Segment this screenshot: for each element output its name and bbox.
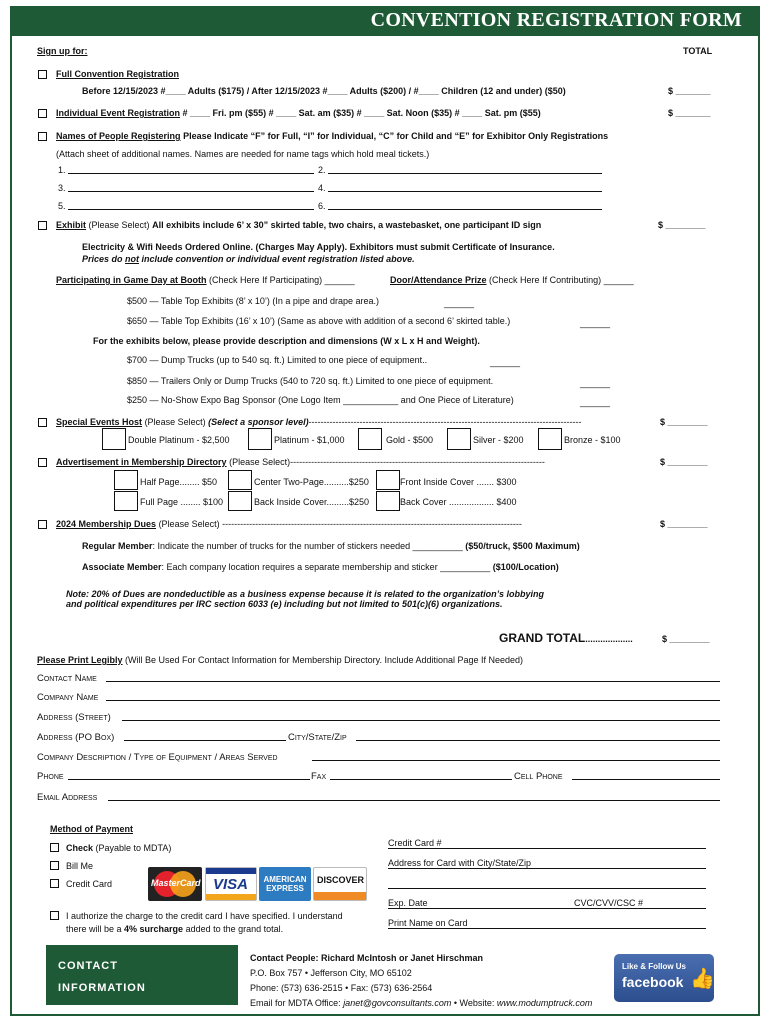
- advertisement-dashes: -------------------------------------------------------------------------------------: [290, 457, 545, 467]
- city-state-zip-field[interactable]: [356, 740, 720, 741]
- regular-member-label: Regular Member: [82, 541, 153, 551]
- game-day-check[interactable]: (Check Here If Participating) ______: [209, 275, 355, 285]
- mastercard-text: MasterCard: [151, 878, 201, 888]
- contact-box-line-2: INFORMATION: [58, 982, 146, 994]
- exhibit-option-700-blank[interactable]: ______: [490, 357, 521, 367]
- credit-card-checkbox[interactable]: [50, 879, 59, 888]
- print-name-field[interactable]: [388, 928, 706, 929]
- authorize-line-2: [66, 924, 283, 934]
- payment-title: Method of Payment: [50, 824, 134, 834]
- game-day-label: Participating in Game Day at Booth: [56, 275, 207, 285]
- individual-event-row: [56, 108, 541, 118]
- dues-checkbox[interactable]: [38, 520, 47, 529]
- exhibit-row: [56, 220, 541, 230]
- advertisement-total[interactable]: $ ________: [660, 457, 708, 467]
- individual-event-label: Individual Event Registration: [56, 108, 181, 118]
- exhibit-below-note: For the exhibits below, please provide description and dimensions (W x L x H and Weight).: [93, 336, 480, 346]
- dues-row: [56, 519, 522, 529]
- individual-event-checkbox[interactable]: [38, 109, 47, 118]
- special-events-sponsor: (Select a sponsor level): [208, 417, 309, 427]
- exhibit-total[interactable]: $ ________: [658, 220, 706, 230]
- sponsor-bronze-label: Bronze - $100: [564, 435, 621, 445]
- dues-total[interactable]: $ ________: [660, 519, 708, 529]
- name-num-4: 4.: [318, 183, 326, 193]
- exhibit-prices-note: [82, 254, 415, 264]
- full-convention-line: Before 12/15/2023 #____ Adults ($175) / After 12/15/2023 #____ Adults ($200) / #____ Children (12 and under) ($50): [82, 86, 566, 96]
- exhibit-option-500: $500 — Table Top Exhibits (8’ x 10’) (In a pipe and drape area.): [127, 296, 379, 306]
- grand-total-amount[interactable]: $ ________: [662, 634, 710, 644]
- phone-field[interactable]: [68, 779, 310, 780]
- signup-label: Sign up for:: [37, 46, 88, 56]
- dues-dashes: ----------------------------------------------------------------------------------------------------: [222, 519, 522, 529]
- exhibit-option-850: $850 — Trailers Only or Dump Trucks (540 to 720 sq. ft.) Limited to one piece of equipment.: [127, 376, 494, 386]
- ad-half-page-box[interactable]: [114, 470, 138, 490]
- cell-phone-field[interactable]: [572, 779, 720, 780]
- contact-web-pre: • Website:: [451, 998, 497, 1008]
- dues-note-line-1: Note: 20% of Dues are nondeductible as a business expense because it is related to the organization’s lobbying: [66, 589, 544, 599]
- ad-half-page-label: Half Page........ $50: [140, 477, 218, 487]
- visa-logo: [205, 867, 257, 901]
- name-line-3[interactable]: [68, 191, 314, 192]
- names-instruction: Please Indicate “F” for Full, “I” for Individual, “C” for Child and “E” for Exhibitor Only Registrations: [183, 131, 609, 141]
- authorize-line-1: I authorize the charge to the credit card I have specified. I understand: [66, 911, 343, 921]
- door-prize-label: Door/Attendance Prize: [390, 275, 487, 285]
- exhibit-option-250-blank[interactable]: ______: [580, 397, 611, 407]
- ad-back-inside-label: Back Inside Cover.........$250: [254, 497, 370, 507]
- cvc-label: CVC/CVV/CSC #: [574, 898, 644, 908]
- print-legibly-note: (Will Be Used For Contact Information for Membership Directory. Include Additional Page If Needed): [125, 655, 524, 665]
- address-po-label: Address (PO Box): [37, 732, 115, 743]
- associate-member-text[interactable]: : Each company location requires a separate membership and sticker __________: [161, 562, 491, 572]
- sponsor-platinum-label: Platinum - $1,000: [274, 435, 345, 445]
- city-state-zip-label: City/State/Zip: [288, 732, 347, 743]
- email-address-label: Email Address: [37, 792, 98, 803]
- discover-text: DISCOVER: [317, 875, 365, 885]
- name-line-6[interactable]: [328, 209, 602, 210]
- ad-back-cover-label: Back Cover .................. $400: [400, 497, 517, 507]
- special-events-select: (Please Select): [144, 417, 206, 427]
- authorize-checkbox[interactable]: [50, 911, 59, 920]
- regular-member-row: [82, 541, 580, 551]
- name-num-5: 5.: [58, 201, 66, 211]
- advertisement-label: Advertisement in Membership Directory: [56, 457, 227, 467]
- sponsor-platinum-box[interactable]: [248, 428, 272, 450]
- amex-logo: [259, 867, 311, 901]
- visa-text: VISA: [213, 876, 249, 893]
- authorize-pre: there will be a: [66, 924, 125, 934]
- print-legibly-row: [37, 655, 523, 665]
- sponsor-bronze-box[interactable]: [538, 428, 562, 450]
- contact-name-label: Contact Name: [37, 673, 97, 684]
- door-prize-check[interactable]: (Check Here If Contributing) ______: [489, 275, 634, 285]
- bill-me-checkbox[interactable]: [50, 861, 59, 870]
- exhibit-select-note: (Please Select): [88, 220, 150, 230]
- dues-select: (Please Select): [158, 519, 220, 529]
- name-num-6: 6.: [318, 201, 326, 211]
- fax-field[interactable]: [330, 779, 512, 780]
- grand-total-dots: ...................: [585, 634, 633, 644]
- special-events-total[interactable]: $ ________: [660, 417, 708, 427]
- cc-address-field-2[interactable]: [388, 888, 706, 889]
- sponsor-double-platinum-box[interactable]: [102, 428, 126, 450]
- contact-information-box: [46, 945, 238, 1005]
- print-name-label: Print Name on Card: [388, 918, 468, 928]
- dues-label: 2024 Membership Dues: [56, 519, 157, 529]
- mastercard-logo: [148, 867, 202, 901]
- prices-pre: Prices do: [82, 254, 126, 264]
- special-events-label: Special Events Host: [56, 417, 143, 427]
- ad-front-inside-label: Front Inside Cover ....... $300: [400, 477, 517, 487]
- exhibit-description: All exhibits include 6’ x 30” skirted table, two chairs, a wastebasket, one participant ID sign: [152, 220, 542, 230]
- name-line-5[interactable]: [68, 209, 314, 210]
- ad-center-box[interactable]: [228, 470, 252, 490]
- name-num-1: 1.: [58, 165, 66, 175]
- check-payment-checkbox[interactable]: [50, 843, 59, 852]
- associate-member-label: Associate Member: [82, 562, 162, 572]
- grand-total-label: [499, 631, 633, 645]
- game-day-row: [56, 275, 355, 285]
- thumbs-up-icon: 👍: [690, 968, 715, 990]
- special-events-row: [56, 417, 581, 427]
- prices-not: not: [125, 254, 140, 264]
- exhibit-checkbox[interactable]: [38, 221, 47, 230]
- regular-member-text[interactable]: : Indicate the number of trucks for the number of stickers needed __________: [152, 541, 463, 551]
- phone-label: Phone: [37, 771, 64, 782]
- company-name-field[interactable]: [106, 700, 720, 701]
- check-payment-note: (Payable to MDTA): [95, 843, 172, 853]
- exhibit-electricity-note: Electricity & Wifi Needs Ordered Online. (Charges May Apply). Exhibitors must submit Certificate of Insurance.: [82, 242, 555, 252]
- grand-total-text: GRAND TOTAL: [499, 631, 586, 645]
- company-description-field[interactable]: [312, 760, 720, 761]
- cc-number-field[interactable]: [388, 848, 706, 849]
- special-events-checkbox[interactable]: [38, 418, 47, 427]
- prices-post: include convention or individual event registration listed above.: [139, 254, 415, 264]
- check-payment-row: [66, 843, 171, 853]
- fax-label: Fax: [311, 771, 327, 782]
- company-name-label: Company Name: [37, 692, 99, 703]
- ad-full-page-label: Full Page ........ $100: [140, 497, 224, 507]
- contact-box-line-1: CONTACT: [58, 960, 118, 972]
- regular-member-price: ($50/truck, $500 Maximum): [465, 541, 580, 551]
- contact-po-box: P.O. Box 757 • Jefferson City, MO 65102: [250, 968, 412, 978]
- names-label: Names of People Registering: [56, 131, 181, 141]
- exhibit-label: Exhibit: [56, 220, 87, 230]
- ad-front-inside-box[interactable]: [376, 470, 400, 490]
- name-line-1[interactable]: [68, 173, 314, 174]
- name-num-2: 2.: [318, 165, 326, 175]
- contact-phone-fax: Phone: (573) 636-2515 • Fax: (573) 636-2564: [250, 983, 433, 993]
- advertisement-checkbox[interactable]: [38, 458, 47, 467]
- associate-member-price: ($100/Location): [492, 562, 559, 572]
- facebook-like-text: Like & Follow Us: [622, 962, 687, 971]
- discover-logo: [313, 867, 367, 901]
- dues-note-line-2: and political expenditures per IRC section 6033 (e) including but not limited to 501(c)(6) organizations.: [66, 599, 503, 609]
- full-convention-label: Full Convention Registration: [56, 69, 179, 79]
- name-num-3: 3.: [58, 183, 66, 193]
- authorize-surcharge: 4% surcharge: [124, 924, 184, 934]
- email-address-field[interactable]: [108, 800, 720, 801]
- exhibit-option-650: $650 — Table Top Exhibits (16’ x 10’) (Same as above with addition of a second 6’ skirted table.): [127, 316, 511, 326]
- contact-email-pre: Email for MDTA Office:: [250, 998, 344, 1008]
- ad-center-label: Center Two-Page..........$250: [254, 477, 369, 487]
- exhibit-option-700: $700 — Dump Trucks (up to 540 sq. ft.) Limited to one piece of equipment..: [127, 355, 428, 365]
- cc-address-field-1[interactable]: [388, 868, 706, 869]
- sponsor-double-platinum-label: Double Platinum - $2,500: [128, 435, 230, 445]
- name-line-2[interactable]: [328, 173, 602, 174]
- bill-me-label: Bill Me: [66, 861, 94, 871]
- names-note: (Attach sheet of additional names. Names are needed for name tags which hold meal tickets.): [56, 149, 430, 159]
- sponsor-gold-box[interactable]: [358, 428, 382, 450]
- contact-name-field[interactable]: [106, 681, 720, 682]
- individual-event-total[interactable]: $ _______: [668, 108, 711, 118]
- exhibit-option-850-blank[interactable]: ______: [580, 378, 611, 388]
- exp-cvc-field[interactable]: [388, 908, 706, 909]
- address-street-label: Address (Street): [37, 712, 111, 723]
- names-row: [56, 131, 608, 141]
- contact-website-link[interactable]: www.modumptruck.com: [496, 998, 593, 1008]
- full-convention-total[interactable]: $ _______: [668, 86, 711, 96]
- address-po-field[interactable]: [124, 740, 286, 741]
- cell-phone-label: Cell Phone: [514, 771, 563, 782]
- company-description-label: Company Description / Type of Equipment / Areas Served: [37, 752, 278, 763]
- associate-member-row: [82, 562, 559, 572]
- individual-event-line: # ____ Fri. pm ($55) # ____ Sat. am ($35) # ____ Sat. Noon ($35) # ____ Sat. pm ($55): [180, 108, 541, 118]
- facebook-badge[interactable]: [614, 954, 714, 1002]
- advertisement-row: [56, 457, 545, 467]
- exhibit-option-500-blank[interactable]: ______: [444, 298, 475, 308]
- ad-back-cover-box[interactable]: [376, 491, 400, 511]
- sponsor-gold-label: Gold - $500: [386, 435, 434, 445]
- door-prize-row: [390, 275, 634, 285]
- exhibit-option-650-blank[interactable]: ______: [580, 318, 611, 328]
- exhibit-option-250: $250 — No-Show Expo Bag Sponsor (One Logo Item ___________ and One Piece of Literature): [127, 395, 514, 405]
- advertisement-select: (Please Select): [229, 457, 291, 467]
- total-label: TOTAL: [683, 46, 713, 56]
- authorize-post: added to the grand total.: [183, 924, 284, 934]
- address-street-field[interactable]: [122, 720, 720, 721]
- exp-date-label: Exp. Date: [388, 898, 428, 908]
- names-checkbox[interactable]: [38, 132, 47, 141]
- ad-full-page-box[interactable]: [114, 491, 138, 511]
- form-title: CONVENTION REGISTRATION FORM: [10, 6, 760, 36]
- name-line-4[interactable]: [328, 191, 602, 192]
- contact-email-web: [250, 998, 592, 1008]
- sponsor-silver-label: Silver - $200: [473, 435, 524, 445]
- check-payment-label: Check: [66, 843, 94, 853]
- facebook-name: facebook: [622, 974, 684, 990]
- full-convention-checkbox[interactable]: [38, 70, 47, 79]
- cc-number-label: Credit Card #: [388, 838, 442, 848]
- contact-people: Contact People: Richard McIntosh or Janet Hirschman: [250, 953, 484, 963]
- ad-back-inside-box[interactable]: [228, 491, 252, 511]
- amex-text: AMERICAN EXPRESS: [263, 875, 307, 893]
- sponsor-silver-box[interactable]: [447, 428, 471, 450]
- print-legibly-label: Please Print Legibly: [37, 655, 123, 665]
- contact-email-link[interactable]: janet@govconsultants.com: [343, 998, 452, 1008]
- cc-address-label: Address for Card with City/State/Zip: [388, 858, 532, 868]
- credit-card-label: Credit Card: [66, 879, 113, 889]
- special-events-dashes: -------------------------------------------------------------------------------------------: [308, 417, 582, 427]
